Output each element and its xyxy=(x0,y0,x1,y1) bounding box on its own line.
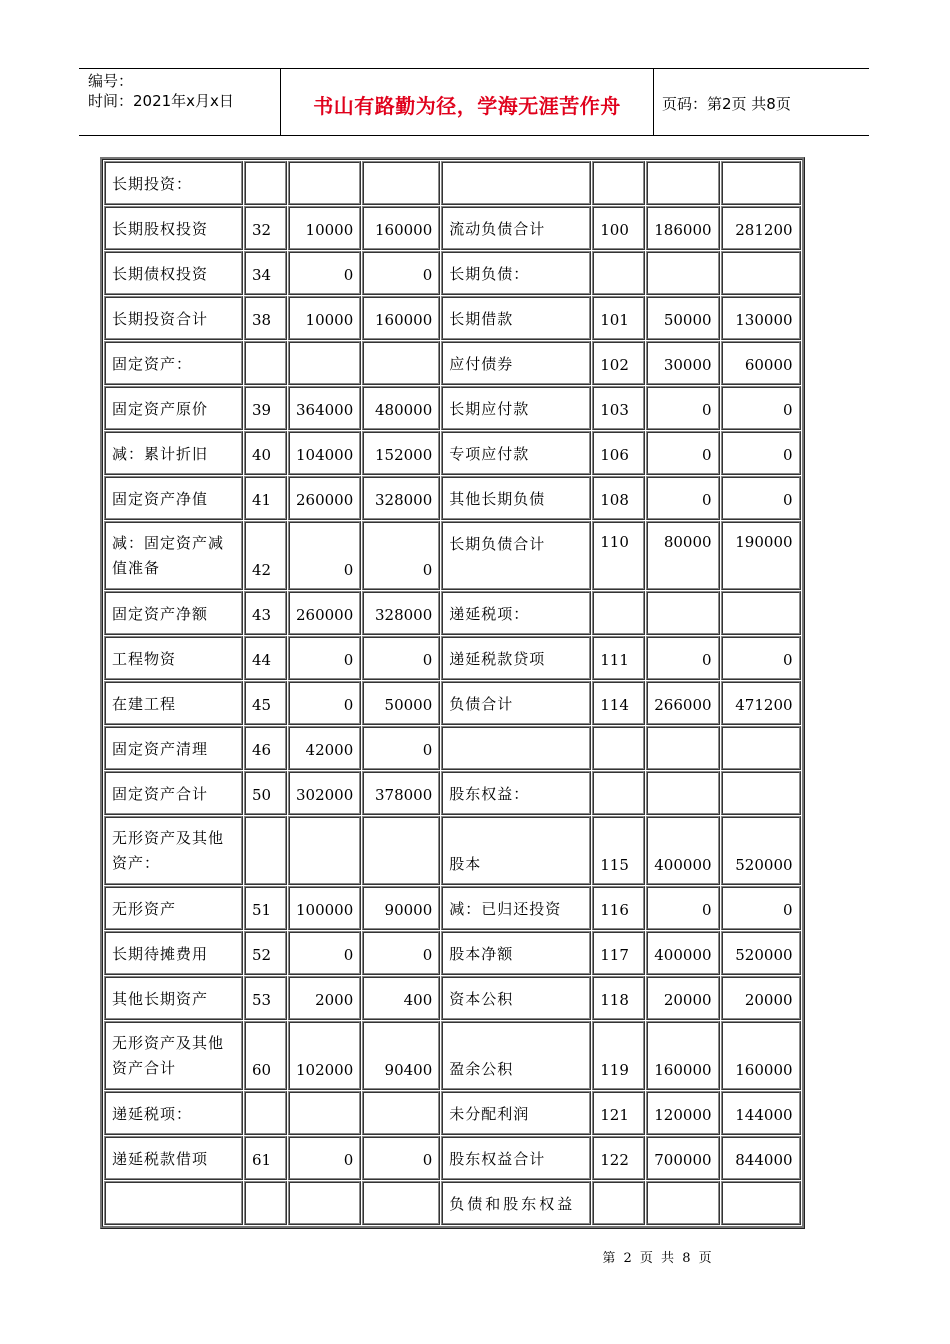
page-footer: 第 2 页 共 8 页 xyxy=(602,1251,714,1266)
asset-line-number-cell: 34 xyxy=(244,251,287,295)
liability-line-number-cell: 108 xyxy=(592,476,645,520)
liability-closing-value-cell xyxy=(721,251,801,295)
liability-closing-value-cell: 0 xyxy=(721,886,801,930)
liability-closing-value-cell: 160000 xyxy=(721,1021,801,1090)
asset-opening-value-cell: 10000 xyxy=(288,296,361,340)
asset-name-cell: 长期投资合计 xyxy=(104,296,243,340)
table-row xyxy=(104,886,801,930)
liability-closing-value-cell xyxy=(721,1181,801,1225)
asset-line-number-cell: 60 xyxy=(244,1021,287,1090)
liability-line-number-cell: 102 xyxy=(592,341,645,385)
liability-line-number-cell xyxy=(592,161,645,205)
liability-opening-value-cell: 400000 xyxy=(646,816,719,885)
liability-opening-value-cell: 186000 xyxy=(646,206,719,250)
liability-line-number-cell xyxy=(592,591,645,635)
table-row xyxy=(104,476,801,520)
liability-name-cell: 未分配利润 xyxy=(441,1091,591,1135)
asset-closing-value-cell: 328000 xyxy=(362,476,440,520)
asset-name-cell: 长期待摊费用 xyxy=(104,931,243,975)
liability-line-number-cell: 111 xyxy=(592,636,645,680)
asset-opening-value-cell: 102000 xyxy=(288,1021,361,1090)
asset-closing-value-cell: 378000 xyxy=(362,771,440,815)
liability-closing-value-cell: 144000 xyxy=(721,1091,801,1135)
asset-closing-value-cell: 160000 xyxy=(362,296,440,340)
liability-name-cell: 资本公积 xyxy=(441,976,591,1020)
balance-sheet-table xyxy=(103,160,802,1226)
liability-line-number-cell xyxy=(592,726,645,770)
asset-opening-value-cell: 2000 xyxy=(288,976,361,1020)
liability-name-cell: 股东权益： xyxy=(441,771,591,815)
asset-line-number-cell xyxy=(244,1181,287,1225)
liability-line-number-cell xyxy=(592,1181,645,1225)
liability-name-cell: 负债合计 xyxy=(441,681,591,725)
header-divider-left xyxy=(280,68,281,135)
liability-closing-value-cell xyxy=(721,726,801,770)
header-top-rule xyxy=(79,68,869,69)
liability-line-number-cell: 115 xyxy=(592,816,645,885)
balance-sheet-body xyxy=(104,161,801,1225)
liability-name-cell: 减：已归还投资 xyxy=(441,886,591,930)
asset-name-cell: 减：累计折旧 xyxy=(104,431,243,475)
table-row xyxy=(104,161,801,205)
liability-line-number-cell: 106 xyxy=(592,431,645,475)
liability-opening-value-cell xyxy=(646,591,719,635)
liability-opening-value-cell: 20000 xyxy=(646,976,719,1020)
table-row xyxy=(104,386,801,430)
table-row xyxy=(104,931,801,975)
table-row xyxy=(104,341,801,385)
liability-name-cell: 专项应付款 xyxy=(441,431,591,475)
liability-line-number-cell: 121 xyxy=(592,1091,645,1135)
liability-line-number-cell: 116 xyxy=(592,886,645,930)
asset-line-number-cell xyxy=(244,1091,287,1135)
asset-closing-value-cell xyxy=(362,816,440,885)
liability-opening-value-cell: 0 xyxy=(646,886,719,930)
asset-closing-value-cell: 328000 xyxy=(362,591,440,635)
table-row xyxy=(104,816,801,885)
asset-line-number-cell xyxy=(244,161,287,205)
header-page-label: 页码：第2页 共8页 xyxy=(662,95,791,113)
table-row xyxy=(104,681,801,725)
asset-line-number-cell: 50 xyxy=(244,771,287,815)
liability-opening-value-cell xyxy=(646,726,719,770)
asset-line-number-cell: 38 xyxy=(244,296,287,340)
header-bottom-rule xyxy=(79,135,869,136)
asset-opening-value-cell: 364000 xyxy=(288,386,361,430)
liability-closing-value-cell xyxy=(721,771,801,815)
table-row xyxy=(104,521,801,590)
header-motto: 书山有路勤为径，学海无涯苦作舟 xyxy=(313,94,621,118)
asset-name-cell: 固定资产清理 xyxy=(104,726,243,770)
liability-name-cell: 长期应付款 xyxy=(441,386,591,430)
liability-closing-value-cell: 190000 xyxy=(721,521,801,590)
liability-closing-value-cell: 130000 xyxy=(721,296,801,340)
asset-line-number-cell xyxy=(244,341,287,385)
asset-closing-value-cell: 0 xyxy=(362,251,440,295)
liability-opening-value-cell: 0 xyxy=(646,476,719,520)
asset-line-number-cell: 45 xyxy=(244,681,287,725)
liability-closing-value-cell: 60000 xyxy=(721,341,801,385)
asset-closing-value-cell xyxy=(362,341,440,385)
table-row xyxy=(104,591,801,635)
table-row xyxy=(104,726,801,770)
asset-closing-value-cell: 0 xyxy=(362,636,440,680)
asset-closing-value-cell: 480000 xyxy=(362,386,440,430)
liability-opening-value-cell: 80000 xyxy=(646,521,719,590)
liability-line-number-cell: 122 xyxy=(592,1136,645,1180)
asset-line-number-cell: 61 xyxy=(244,1136,287,1180)
asset-closing-value-cell: 90000 xyxy=(362,886,440,930)
liability-opening-value-cell xyxy=(646,1181,719,1225)
asset-opening-value-cell xyxy=(288,1181,361,1225)
liability-opening-value-cell: 0 xyxy=(646,431,719,475)
liability-name-cell: 递延税项： xyxy=(441,591,591,635)
liability-name-cell xyxy=(441,161,591,205)
liability-line-number-cell: 110 xyxy=(592,521,645,590)
asset-line-number-cell: 53 xyxy=(244,976,287,1020)
liability-opening-value-cell xyxy=(646,161,719,205)
liability-line-number-cell: 114 xyxy=(592,681,645,725)
asset-opening-value-cell: 100000 xyxy=(288,886,361,930)
liability-opening-value-cell: 400000 xyxy=(646,931,719,975)
liability-name-cell: 应付债券 xyxy=(441,341,591,385)
liability-name-cell xyxy=(441,726,591,770)
asset-line-number-cell: 42 xyxy=(244,521,287,590)
asset-opening-value-cell: 10000 xyxy=(288,206,361,250)
asset-name-cell: 长期债权投资 xyxy=(104,251,243,295)
asset-name-cell: 固定资产净值 xyxy=(104,476,243,520)
asset-opening-value-cell: 0 xyxy=(288,521,361,590)
liability-line-number-cell xyxy=(592,771,645,815)
asset-opening-value-cell xyxy=(288,341,361,385)
liability-closing-value-cell: 520000 xyxy=(721,931,801,975)
liability-closing-value-cell: 471200 xyxy=(721,681,801,725)
asset-line-number-cell: 40 xyxy=(244,431,287,475)
liability-name-cell: 股东权益合计 xyxy=(441,1136,591,1180)
liability-name-cell: 长期负债： xyxy=(441,251,591,295)
asset-opening-value-cell: 0 xyxy=(288,1136,361,1180)
table-row xyxy=(104,251,801,295)
asset-line-number-cell: 51 xyxy=(244,886,287,930)
asset-name-cell: 无形资产 xyxy=(104,886,243,930)
table-row xyxy=(104,296,801,340)
liability-closing-value-cell: 844000 xyxy=(721,1136,801,1180)
header-time-label: 时间：2021年x月x日 xyxy=(88,92,234,110)
liability-name-cell: 流动负债合计 xyxy=(441,206,591,250)
asset-line-number-cell: 32 xyxy=(244,206,287,250)
liability-line-number-cell: 118 xyxy=(592,976,645,1020)
liability-closing-value-cell: 20000 xyxy=(721,976,801,1020)
asset-opening-value-cell: 260000 xyxy=(288,476,361,520)
asset-name-cell: 递延税项： xyxy=(104,1091,243,1135)
asset-line-number-cell: 52 xyxy=(244,931,287,975)
liability-line-number-cell: 103 xyxy=(592,386,645,430)
liability-name-cell: 长期借款 xyxy=(441,296,591,340)
table-row xyxy=(104,1136,801,1180)
table-row xyxy=(104,431,801,475)
table-row xyxy=(104,1181,801,1225)
liability-opening-value-cell: 266000 xyxy=(646,681,719,725)
liability-name-cell: 股本净额 xyxy=(441,931,591,975)
asset-closing-value-cell xyxy=(362,1181,440,1225)
table-row xyxy=(104,771,801,815)
liability-opening-value-cell xyxy=(646,251,719,295)
liability-name-cell: 其他长期负债 xyxy=(441,476,591,520)
header-meta xyxy=(88,71,278,111)
asset-opening-value-cell: 0 xyxy=(288,251,361,295)
liability-opening-value-cell xyxy=(646,771,719,815)
asset-name-cell: 固定资产净额 xyxy=(104,591,243,635)
liability-name-cell: 股本 xyxy=(441,816,591,885)
asset-closing-value-cell: 90400 xyxy=(362,1021,440,1090)
liability-line-number-cell: 119 xyxy=(592,1021,645,1090)
asset-line-number-cell: 44 xyxy=(244,636,287,680)
liability-opening-value-cell: 120000 xyxy=(646,1091,719,1135)
asset-closing-value-cell: 50000 xyxy=(362,681,440,725)
liability-closing-value-cell: 0 xyxy=(721,636,801,680)
asset-line-number-cell: 41 xyxy=(244,476,287,520)
liability-closing-value-cell: 0 xyxy=(721,431,801,475)
table-row xyxy=(104,206,801,250)
table-row xyxy=(104,976,801,1020)
asset-name-cell: 固定资产原价 xyxy=(104,386,243,430)
asset-name-cell: 其他长期资产 xyxy=(104,976,243,1020)
asset-opening-value-cell: 302000 xyxy=(288,771,361,815)
header-divider-right xyxy=(653,68,654,135)
liability-opening-value-cell: 0 xyxy=(646,386,719,430)
asset-name-cell: 减：固定资产减值准备 xyxy=(104,521,243,590)
liability-line-number-cell: 101 xyxy=(592,296,645,340)
asset-opening-value-cell: 104000 xyxy=(288,431,361,475)
asset-closing-value-cell: 160000 xyxy=(362,206,440,250)
asset-closing-value-cell: 0 xyxy=(362,1136,440,1180)
liability-closing-value-cell: 0 xyxy=(721,386,801,430)
liability-closing-value-cell: 520000 xyxy=(721,816,801,885)
asset-line-number-cell: 43 xyxy=(244,591,287,635)
liability-name-cell: 负债和股东权益 xyxy=(441,1181,591,1225)
liability-closing-value-cell: 0 xyxy=(721,476,801,520)
asset-name-cell: 无形资产及其他资产合计 xyxy=(104,1021,243,1090)
asset-name-cell: 无形资产及其他资产： xyxy=(104,816,243,885)
asset-closing-value-cell: 0 xyxy=(362,931,440,975)
asset-closing-value-cell: 0 xyxy=(362,726,440,770)
asset-name-cell: 固定资产合计 xyxy=(104,771,243,815)
asset-opening-value-cell xyxy=(288,1091,361,1135)
liability-opening-value-cell: 0 xyxy=(646,636,719,680)
asset-opening-value-cell: 0 xyxy=(288,636,361,680)
liability-closing-value-cell xyxy=(721,591,801,635)
asset-closing-value-cell xyxy=(362,161,440,205)
liability-name-cell: 长期负债合计 xyxy=(441,521,591,590)
asset-closing-value-cell xyxy=(362,1091,440,1135)
liability-line-number-cell: 117 xyxy=(592,931,645,975)
liability-closing-value-cell xyxy=(721,161,801,205)
liability-closing-value-cell: 281200 xyxy=(721,206,801,250)
asset-opening-value-cell: 260000 xyxy=(288,591,361,635)
asset-name-cell: 在建工程 xyxy=(104,681,243,725)
asset-line-number-cell: 46 xyxy=(244,726,287,770)
asset-name-cell: 固定资产： xyxy=(104,341,243,385)
liability-name-cell: 盈余公积 xyxy=(441,1021,591,1090)
liability-opening-value-cell: 50000 xyxy=(646,296,719,340)
table-row xyxy=(104,1091,801,1135)
asset-name-cell: 长期投资： xyxy=(104,161,243,205)
liability-name-cell: 递延税款贷项 xyxy=(441,636,591,680)
asset-name-cell xyxy=(104,1181,243,1225)
liability-line-number-cell xyxy=(592,251,645,295)
asset-closing-value-cell: 400 xyxy=(362,976,440,1020)
asset-opening-value-cell: 42000 xyxy=(288,726,361,770)
asset-opening-value-cell: 0 xyxy=(288,931,361,975)
asset-opening-value-cell: 0 xyxy=(288,681,361,725)
table-row xyxy=(104,1021,801,1090)
asset-name-cell: 长期股权投资 xyxy=(104,206,243,250)
asset-opening-value-cell xyxy=(288,161,361,205)
liability-opening-value-cell: 160000 xyxy=(646,1021,719,1090)
asset-name-cell: 递延税款借项 xyxy=(104,1136,243,1180)
balance-sheet-table-frame xyxy=(100,157,805,1229)
liability-line-number-cell: 100 xyxy=(592,206,645,250)
asset-opening-value-cell xyxy=(288,816,361,885)
asset-line-number-cell xyxy=(244,816,287,885)
asset-line-number-cell: 39 xyxy=(244,386,287,430)
asset-closing-value-cell: 0 xyxy=(362,521,440,590)
asset-name-cell: 工程物资 xyxy=(104,636,243,680)
liability-opening-value-cell: 700000 xyxy=(646,1136,719,1180)
asset-closing-value-cell: 152000 xyxy=(362,431,440,475)
liability-opening-value-cell: 30000 xyxy=(646,341,719,385)
header-number-label: 编号： xyxy=(88,72,134,90)
table-row xyxy=(104,636,801,680)
